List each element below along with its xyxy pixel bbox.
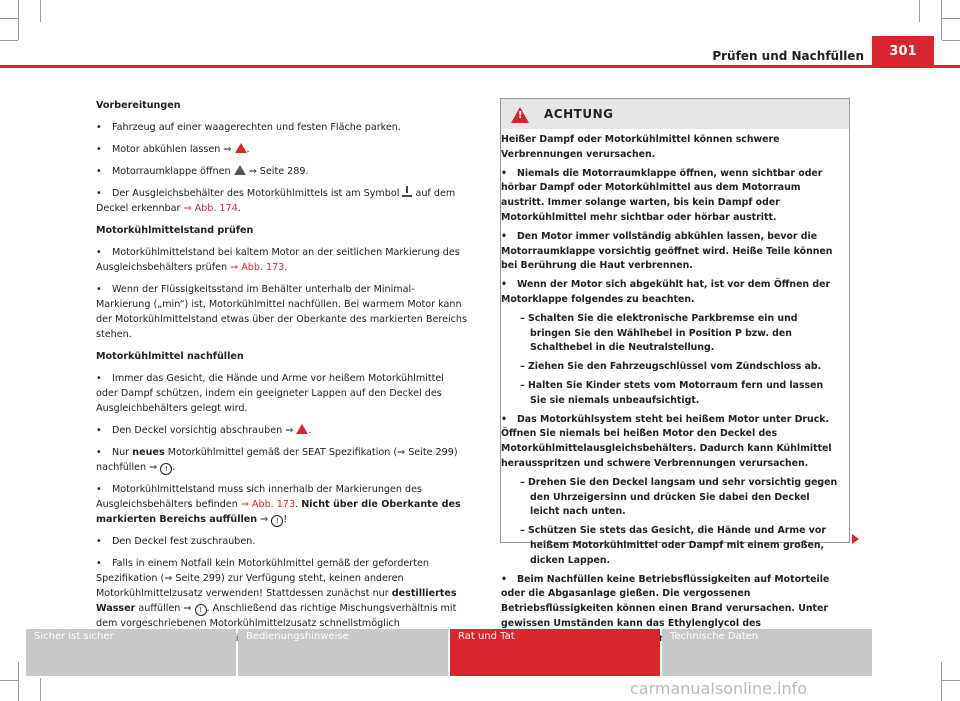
warning-item: • Wenn der Motor sich abgekühlt hat, ist vor dem Öffnen der Motorklappe folgendes zu beachten. bbox=[501, 279, 831, 305]
left-column bbox=[96, 98, 468, 653]
crop-mark bbox=[942, 18, 960, 19]
crop-mark bbox=[0, 18, 18, 19]
warning-item: • Das Motorkühlsystem steht bei heißem Motor unter Druck. Öffnen Sie niemals bei heißen Motor den Deckel des Motorkühlmittelausgleichsbehälters. Dadurch kann Kühlmittel herausspritzen und schwere Verbrennungen verursachen. bbox=[501, 413, 832, 469]
warning-subitem: – Ziehen Sie den Fahrzeugschlüssel vom Zündschloss ab. bbox=[520, 361, 822, 373]
heading-pruefen: Motorkühlmittelstand prüfen bbox=[96, 225, 254, 236]
note-icon[interactable]: ! bbox=[271, 515, 283, 527]
tab-bedienungshinweise[interactable]: Bedienungshinweise bbox=[238, 629, 448, 676]
warning-icon bbox=[234, 165, 246, 175]
note-icon[interactable]: ! bbox=[160, 463, 172, 475]
continue-arrow-icon bbox=[852, 534, 859, 544]
footer-tabs bbox=[26, 629, 874, 676]
note-icon[interactable]: ! bbox=[195, 604, 207, 616]
watermark: carmanualsonline.info bbox=[630, 679, 808, 698]
section-title: Prüfen und Nachfüllen bbox=[712, 49, 864, 63]
list-item: • Wenn der Flüssigkeitsstand im Behälter unterhalb der Minimal-Markierung („min“) ist, Motorkühlmittel nachfüllen. Bei warmem Motor kann der Motorkühlmittelstand etwas über der Oberkante des markierten Bereichs stehen. bbox=[96, 284, 468, 340]
warning-intro: Heißer Dampf oder Motorkühlmittel können schwere Verbrennungen verursachen. bbox=[501, 134, 780, 160]
warning-subitem: – Schalten Sie die elektronische Parkbremse ein und bringen Sie den Wählhebel in Position P bzw. den Schalthebel in die Neutralstellung. bbox=[520, 312, 798, 354]
list-item: • Fahrzeug auf einer waagerechten und festen Fläche parken. bbox=[96, 122, 401, 133]
list-item: • Den Deckel fest zuschrauben. bbox=[96, 536, 256, 547]
crop-mark bbox=[919, 0, 920, 22]
crop-mark bbox=[941, 662, 942, 701]
crop-mark bbox=[941, 0, 942, 40]
list-item: • Den Deckel vorsichtig abschrauben ⇒ . bbox=[96, 425, 312, 436]
warning-body bbox=[501, 133, 841, 651]
list-item: • Nur neues Motorkühlmittel gemäß der SEAT Spezifikation (⇒ Seite 299) nachfüllen ⇒ ! . bbox=[96, 447, 458, 473]
figure-link[interactable]: ⇒ Abb. 173 bbox=[240, 499, 296, 510]
warning-subitem: – Drehen Sie den Deckel langsam und sehr vorsichtig gegen den Uhrzeigersinn und drücken Sie dabei den Deckel leicht nach unten. bbox=[520, 476, 838, 518]
coolant-symbol-icon bbox=[402, 186, 412, 197]
warning-item: • Beim Nachfüllen keine Betriebsflüssigkeiten auf Motorteile oder die Abgasanlage gießen. Die vergossenen Betriebsflüssigkeiten können einen Brand verursachen. Unter gewissen Umständen kann das Ethylenglycol des bbox=[501, 573, 830, 629]
page-number: 301 bbox=[872, 36, 934, 67]
crop-mark bbox=[18, 0, 19, 40]
heading-nachfuellen: Motorkühlmittel nachfüllen bbox=[96, 351, 244, 362]
tab-technische-daten[interactable]: Technische Daten bbox=[662, 629, 872, 676]
warning-subitem: – Schützen Sie stets das Gesicht, die Hände und Arme vor heißem Motorkühlmittel oder Dampf mit einem großen, dicken Lappen. bbox=[520, 525, 826, 566]
warning-item: • Den Motor immer vollständig abkühlen lassen, bevor die Motorraumklappe vorsichtig geöffnet wird. Heiße Teile können bei Berührung die Haut verbrennen. bbox=[501, 230, 833, 272]
warning-icon[interactable] bbox=[235, 143, 247, 153]
figure-link[interactable]: ⇒ Abb. 173 bbox=[230, 262, 285, 273]
tab-sicher-ist-sicher[interactable]: Sicher ist sicher bbox=[26, 629, 236, 676]
list-item: • Motorkühlmittelstand muss sich innerhalb der Markierungen des Ausgleichsbehälters befinden ⇒ Abb. 173. Nicht über die Oberkante des markierten Bereichs auffüllen ⇒ ! ! bbox=[96, 484, 461, 525]
tab-rat-und-tat[interactable]: Rat und Tat bbox=[450, 629, 660, 676]
crop-mark bbox=[18, 662, 19, 701]
warning-box bbox=[500, 98, 850, 629]
heading-vorbereitungen: Vorbereitungen bbox=[96, 100, 181, 111]
header-rule bbox=[0, 65, 960, 68]
figure-link[interactable]: ⇒ Abb. 174 bbox=[183, 203, 238, 214]
crop-mark bbox=[942, 680, 960, 681]
crop-mark bbox=[0, 40, 18, 41]
warning-subitem: – Halten Sie Kinder stets vom Motorraum fern und lassen Sie sie niemals unbeaufsichtigt. bbox=[520, 379, 824, 406]
list-item: • Falls in einem Notfall kein Motorkühlmittel gemäß der geforderten Spezifikation (⇒ Seite 299) zur Verfügung steht, keinen anderen Motorkühlmittelzusatz verwenden! Stattdessen zunächst nur destilliertes Wasser auffüllen ⇒ ! . Anschließend das richtige Mischungsverhältnis mit dem vorgeschriebenen Motorkühlmittelzusatz schnellstmöglich bbox=[96, 558, 457, 629]
list-item: • Der Ausgleichsbehälter des Motorkühlmittels ist am Symbol auf dem Deckel erkennbar ⇒ Abb. 174. bbox=[96, 188, 456, 214]
warning-title: ACHTUNG bbox=[544, 107, 614, 121]
crop-mark bbox=[40, 678, 41, 701]
warning-icon[interactable] bbox=[296, 424, 308, 434]
crop-mark bbox=[40, 0, 41, 22]
crop-mark bbox=[0, 680, 18, 681]
warning-icon: ! bbox=[511, 107, 529, 123]
list-item: • Motorkühlmittelstand bei kaltem Motor an der seitlichen Markierung des Ausgleichsbehälters prüfen ⇒ Abb. 173. bbox=[96, 247, 460, 273]
list-item: • Immer das Gesicht, die Hände und Arme vor heißem Motorkühlmittel oder Dampf schützen, indem ein geeigneter Lappen auf den Deckel des Ausgleichbehälters gelegt wird. bbox=[96, 373, 444, 414]
warning-header bbox=[501, 99, 849, 129]
list-item: • Motor abkühlen lassen ⇒ . bbox=[96, 144, 250, 155]
list-item: • Motorraumklappe öffnen ⇒ Seite 289. bbox=[96, 166, 309, 177]
crop-mark bbox=[942, 40, 960, 41]
warning-item: • Niemals die Motorraumklappe öffnen, wenn sichtbar oder hörbar Dampf oder Motorkühlmittel aus dem Motorraum austritt. Immer solange warten, bis kein Dampf oder Motorkühlmittel mehr sichtbar oder hörbar austritt. bbox=[501, 167, 823, 223]
